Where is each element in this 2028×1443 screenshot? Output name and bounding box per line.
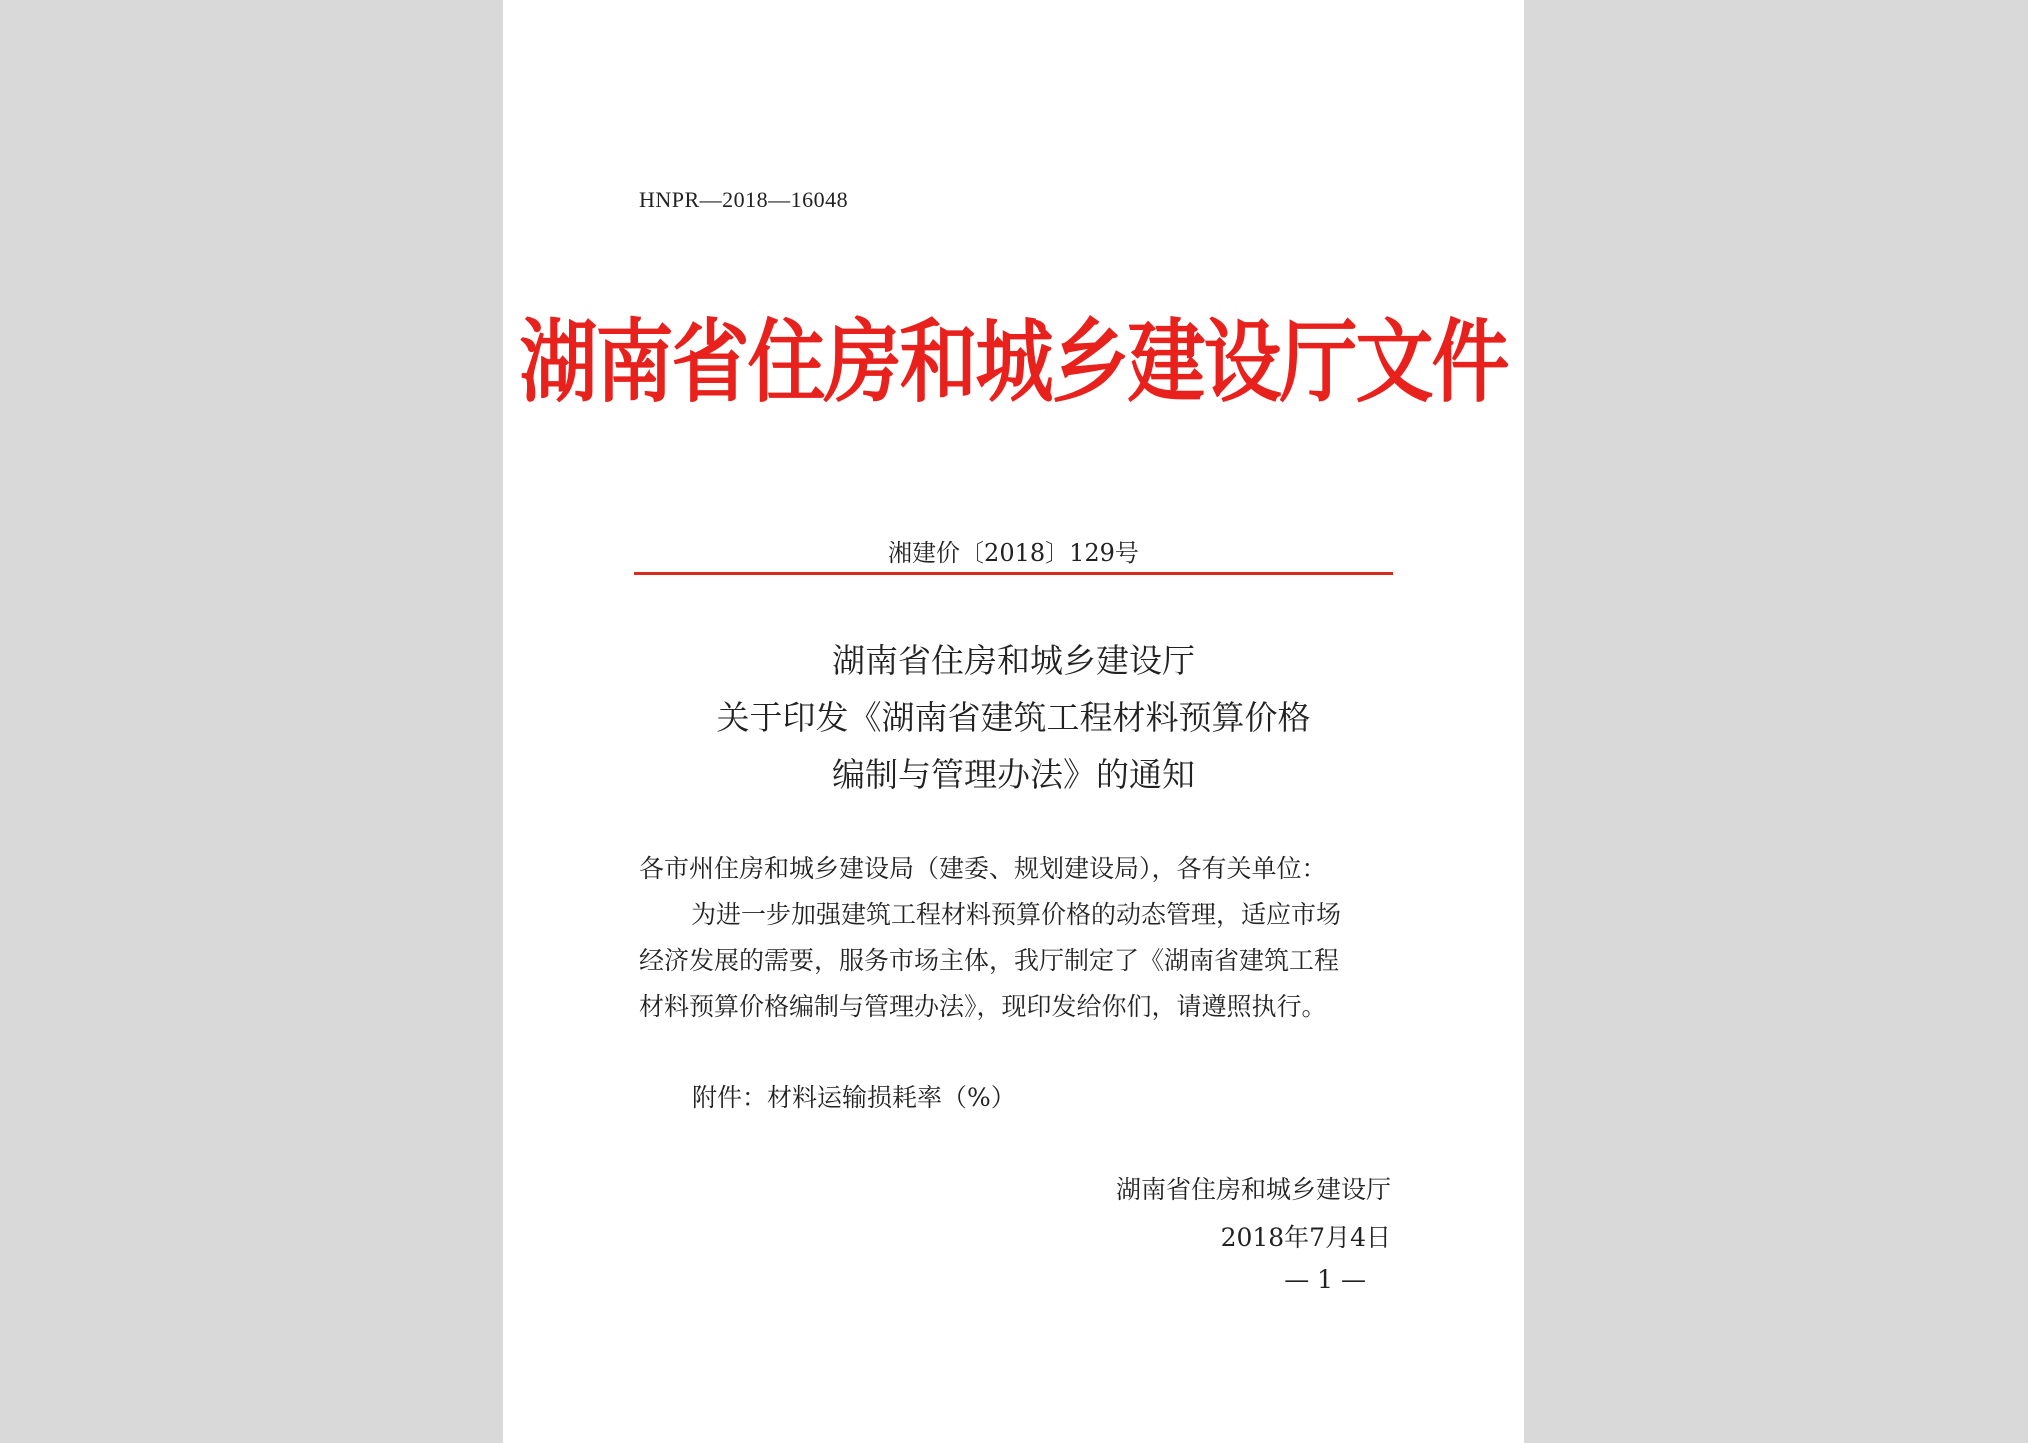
document-page [503,0,1524,1443]
red-divider-line [634,572,1393,575]
document-masthead: 湖南省住房和城乡建设厅文件 [519,311,1508,415]
body-line: 经济发展的需要，服务市场主体，我厅制定了《湖南省建筑工程 [639,946,1340,975]
salutation: 各市州住房和城乡建设局（建委、规划建设局），各有关单位： [639,854,1327,883]
document-number: 湘建价〔2018〕129号 [888,539,1139,567]
page-number: — 1 — [1284,1265,1366,1294]
notice-title [503,632,1524,803]
signature-date: 2018年7月4日 [1220,1223,1391,1252]
document-code: HNPR—2018—16048 [639,187,849,212]
attachment-note: 附件：材料运输损耗率（%） [692,1083,1016,1112]
notice-title-line: 关于印发《湖南省建筑工程材料预算价格 [716,698,1311,737]
body-line: 材料预算价格编制与管理办法》，现印发给你们，请遵照执行。 [639,992,1327,1021]
notice-title-line: 编制与管理办法》的通知 [832,755,1195,794]
notice-body [639,846,1391,1030]
body-line: 为进一步加强建筑工程材料预算价格的动态管理，适应市场 [691,900,1342,929]
signature-organization: 湖南省住房和城乡建设厅 [1115,1175,1391,1204]
notice-title-line: 湖南省住房和城乡建设厅 [832,641,1195,680]
